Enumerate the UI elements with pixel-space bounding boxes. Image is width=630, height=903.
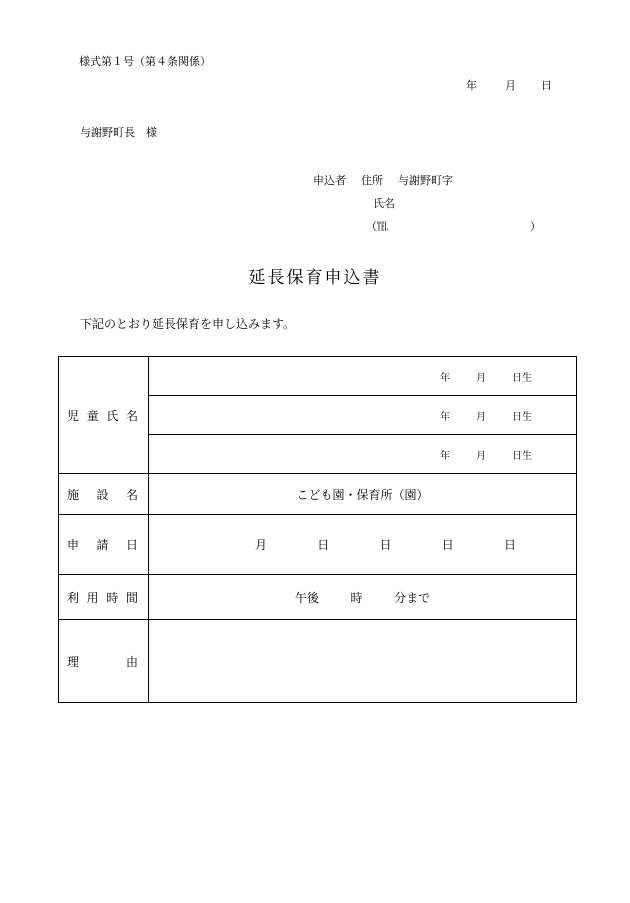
child-name-field-1[interactable] [149,357,577,396]
time-pm: 午後 [294,590,319,605]
label-char: 名 [125,408,138,423]
time-until: 分まで [394,590,431,605]
child-name-field-3[interactable] [149,435,577,474]
form-number: 様式第１号（第４条関係） [79,55,211,68]
date-day-1: 日 [317,538,330,552]
birth-month: 月 [476,450,486,462]
application-date-field[interactable] [149,515,577,575]
date-day-3: 日 [441,538,454,552]
date-month: 月 [255,538,268,552]
reason-label [59,620,149,703]
facility-field[interactable] [149,474,577,515]
facility-value: こども園・保育所（園） [296,487,429,502]
birth-year: 年 [440,450,450,462]
label-char: 設 [96,487,109,502]
reason-row [59,620,577,703]
usage-time-field[interactable] [149,575,577,620]
label-char: 請 [96,538,109,552]
child-name-label [59,357,149,474]
child-name-field-2[interactable] [149,396,577,435]
tel-close: ） [530,220,541,233]
reason-field[interactable] [149,620,577,703]
birth-month: 月 [476,372,486,384]
child-row-1 [59,357,577,396]
application-date-label [59,515,149,575]
label-char: 時 [106,590,119,605]
tel-open: （℡ [366,220,388,233]
birth-day: 日生 [512,450,532,462]
address-value: 与謝野町字 [398,174,453,187]
facility-label [59,474,149,515]
label-char: 由 [125,654,138,669]
label-char: 日 [125,538,138,552]
label-char: 用 [86,590,99,605]
addressee: 与謝野町長 様 [80,126,157,139]
label-char: 童 [86,408,99,423]
label-char: 児 [67,408,80,423]
usage-time-label [59,575,149,620]
document-title: 延長保育申込書 [248,268,382,288]
name-label: 氏名 [373,197,395,210]
facility-row [59,474,577,515]
time-hour: 時 [350,590,363,605]
label-char: 理 [67,654,80,669]
label-char: 利 [67,590,80,605]
address-label: 住所 [361,174,383,187]
birth-day: 日生 [512,411,532,423]
label-char: 施 [67,487,80,502]
applicant-label: 申込者 [313,174,346,187]
label-char: 氏 [106,408,119,423]
usage-time-row [59,575,577,620]
birth-day: 日生 [512,372,532,384]
lead-text: 下記のとおり延長保育を申し込みます。 [80,317,296,331]
label-char: 名 [125,487,138,502]
application-date-row [59,515,577,575]
date-year-label: 年 [466,79,477,92]
application-table [58,356,577,703]
date-day-2: 日 [379,538,392,552]
date-day-label: 日 [541,79,552,92]
label-char: 間 [125,590,138,605]
label-char: 申 [67,538,80,552]
birth-year: 年 [440,372,450,384]
birth-year: 年 [440,411,450,423]
birth-month: 月 [476,411,486,423]
date-month-label: 月 [505,79,516,92]
date-day-4: 日 [503,538,516,552]
